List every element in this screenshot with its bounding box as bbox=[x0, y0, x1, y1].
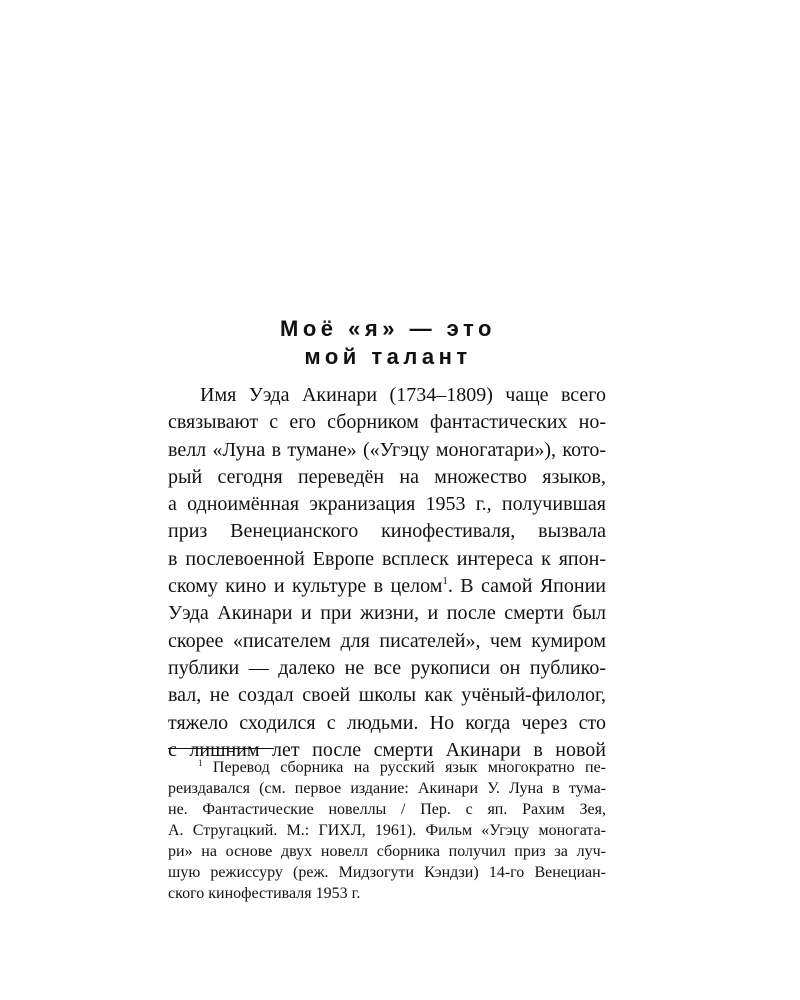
body-line: а одноимённая экранизация 1953 г., получившая bbox=[168, 493, 606, 516]
body-line: связывают с его сборником фантастических но- bbox=[168, 411, 606, 434]
chapter-title bbox=[168, 315, 608, 371]
footnote-line: реиздавался (см. первое издание: Акинари У. Луна в тума- bbox=[168, 780, 606, 797]
chapter-title-line-2: мой талант bbox=[304, 344, 472, 369]
body-line: публики — далеко не все рукописи он публико- bbox=[168, 656, 606, 679]
body-line: в послевоенной Европе всплеск интереса к япон- bbox=[168, 547, 606, 570]
footnote-line: А. Стругацкий. М.: ГИХЛ, 1961). Фильм «Угэцу моногата- bbox=[168, 822, 606, 839]
body-line: рый сегодня переведён на множество языков, bbox=[168, 465, 606, 488]
body-line: Уэда Акинари и при жизни, и после смерти был bbox=[168, 602, 606, 625]
chapter-title-line-1: Моё «я» — это bbox=[280, 316, 496, 341]
body-line: тяжело сходился с людьми. Но когда через сто bbox=[168, 711, 606, 734]
footnote-mark: 1 bbox=[198, 758, 203, 768]
body-line: приз Венецианского кинофестиваля, вызвала bbox=[168, 520, 606, 543]
footnote-line bbox=[168, 757, 606, 778]
footnote-line: не. Фантастические новеллы / Пер. с яп. Рахим Зея, bbox=[168, 801, 606, 818]
body-line: с лишним лет после смерти Акинари в новой bbox=[168, 738, 606, 761]
body-paragraph bbox=[168, 382, 606, 764]
footnote-line: шую режиссуру (реж. Мидзогути Кэндзи) 14-го Венециан- bbox=[168, 864, 606, 881]
body-line: Имя Уэда Акинари (1734–1809) чаще всего bbox=[200, 384, 606, 406]
body-line: вал, не создал своей школы как учёный-филолог, bbox=[168, 684, 606, 707]
body-line: велл «Луна в тумане» («Угэцу моногатари»), кото- bbox=[168, 438, 606, 461]
footnote-line-text: Перевод сборника на русский язык многократно пе- bbox=[212, 759, 606, 776]
footnote-line: ского кинофестиваля 1953 г. bbox=[168, 885, 361, 902]
body-line-with-footnote bbox=[168, 573, 606, 600]
body-line-text: скому кино и культуре в целом bbox=[168, 575, 443, 598]
footnote bbox=[168, 757, 606, 904]
body-line-text: . В самой Японии bbox=[447, 575, 606, 598]
footnote-divider bbox=[168, 748, 274, 749]
body-line: скорее «писателем для писателей», чем кумиром bbox=[168, 629, 606, 652]
footnote-reference: 1 bbox=[442, 575, 448, 588]
footnote-line: ри» на основе двух новелл сборника получил приз за луч- bbox=[168, 843, 606, 860]
